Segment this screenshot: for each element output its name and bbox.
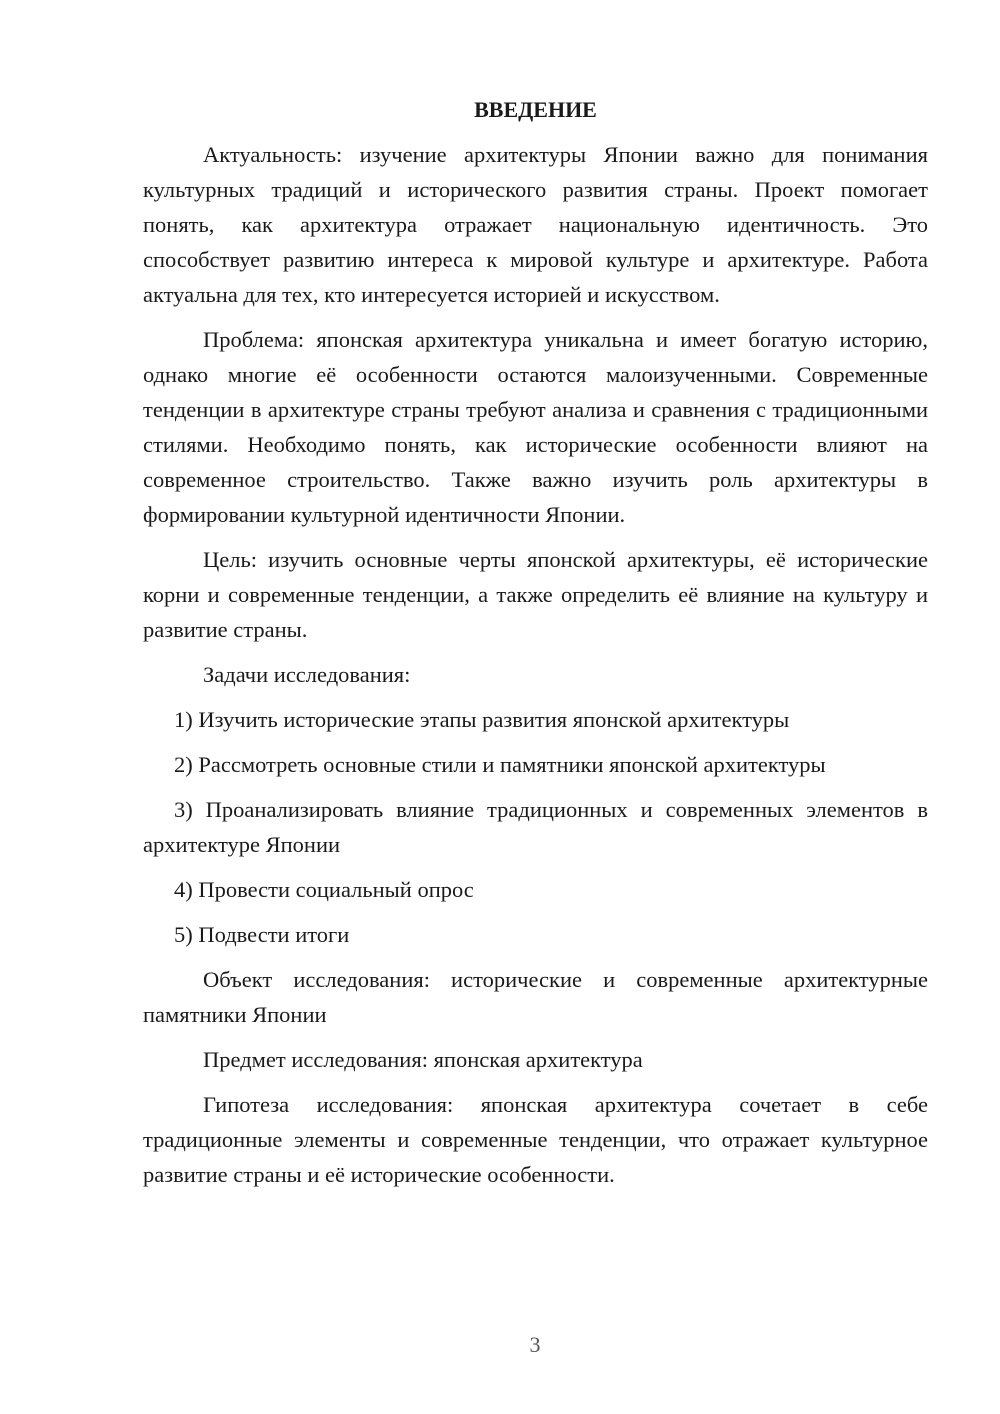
list-item: 3) Проанализировать влияние традиционных и современных элементов в архитектуре Японии xyxy=(143,797,928,857)
paragraph-subject: Предмет исследования: японская архитектура xyxy=(203,1047,643,1072)
paragraph-object: Объект исследования: исторические и современные архитектурные памятники Японии xyxy=(143,967,928,1027)
list-item: 4) Провести социальный опрос xyxy=(174,877,474,902)
paragraph-hypothesis: Гипотеза исследования: японская архитектура сочетает в себе традиционные элементы и современные тенденции, что отражает культурное развитие страны и её исторические особенности. xyxy=(143,1092,928,1187)
page-title: ВВЕДЕНИЕ xyxy=(474,97,597,122)
paragraph-goal: Цель: изучить основные черты японской архитектуры, её исторические корни и современные тенденции, а также определить её влияние на культуру и развитие страны. xyxy=(143,547,928,642)
paragraph-relevance: Актуальность: изучение архитектуры Японии важно для понимания культурных традиций и исторического развития страны. Проект помогает понять, как архитектура отражает национальную идентичность. Это способствует развитию интереса к мировой культуре и архитектуре. Работа актуальна для тех, кто интересуется историей и искусством. xyxy=(143,142,928,307)
page-number: 3 xyxy=(529,1332,541,1357)
list-item: 1) Изучить исторические этапы развития японской архитектуры xyxy=(174,707,790,732)
task-list xyxy=(143,702,928,952)
list-item: 5) Подвести итоги xyxy=(174,922,350,947)
list-item: 2) Рассмотреть основные стили и памятники японской архитектуры xyxy=(174,752,826,777)
paragraph-problem: Проблема: японская архитектура уникальна и имеет богатую историю, однако многие её особенности остаются малоизученными. Современные тенденции в архитектуре страны требуют анализа и сравнения с традиционными стилями. Необходимо понять, как исторические особенности влияют на современное строительство. Также важно изучить роль архитектуры в формировании культурной идентичности Японии. xyxy=(143,327,928,527)
tasks-title: Задачи исследования: xyxy=(203,662,411,687)
document-page xyxy=(143,92,928,1202)
